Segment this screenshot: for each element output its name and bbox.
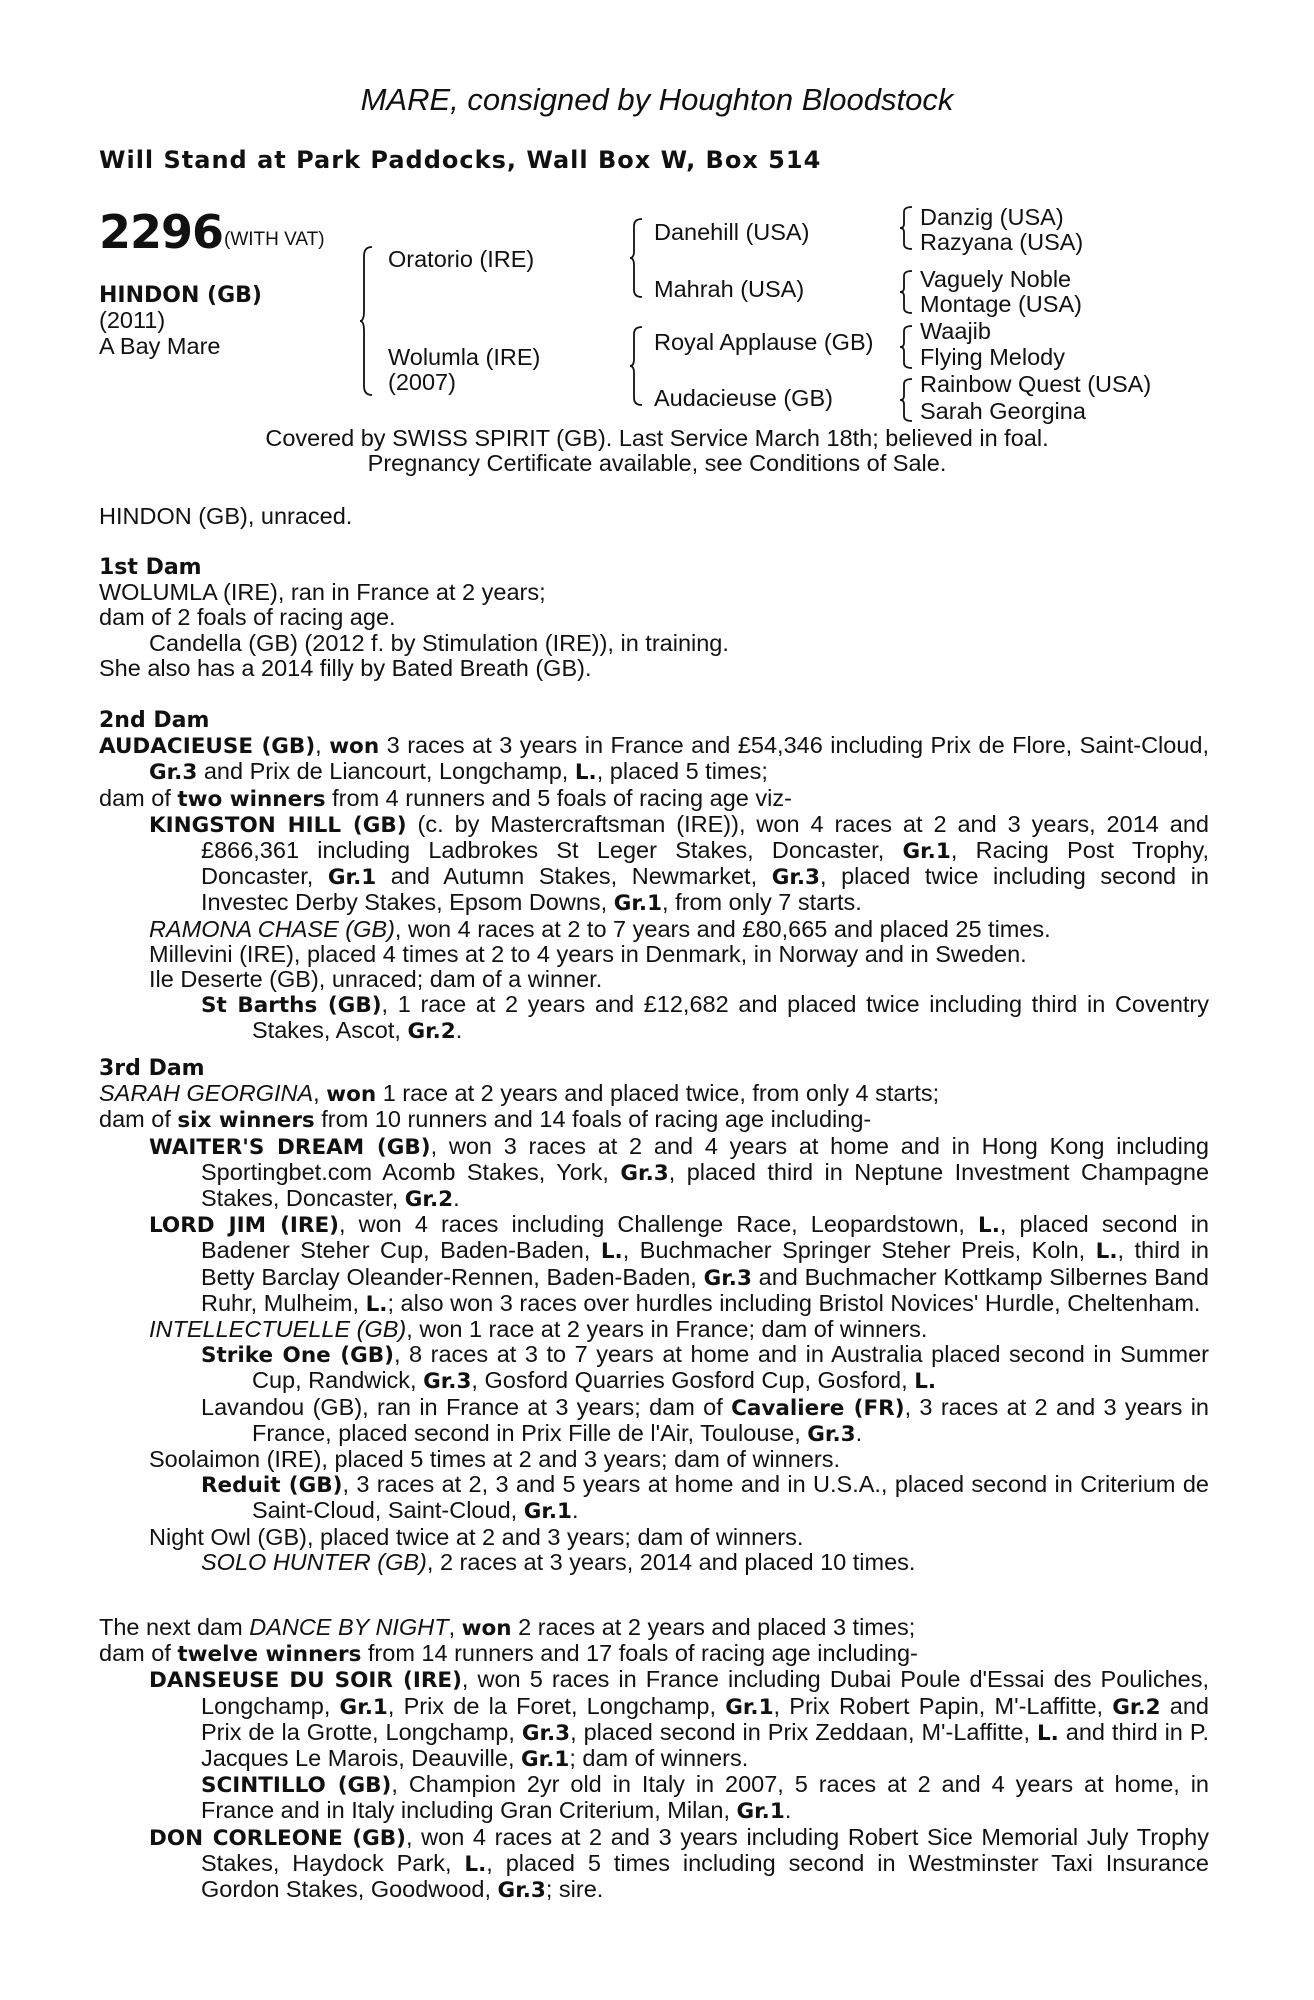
pedigree-sire-dam: Mahrah (USA) bbox=[654, 276, 805, 302]
covered-line-2: Pregnancy Certificate available, see Conditions of Sale. bbox=[367, 450, 947, 476]
pedigree-g7: Rainbow Quest (USA) bbox=[920, 371, 1152, 397]
horse-name: Strike One (GB) bbox=[201, 1343, 394, 1369]
g-bracket-2 bbox=[900, 270, 916, 314]
pedigree-sire-sire: Danehill (USA) bbox=[654, 219, 810, 245]
g-bracket-4 bbox=[900, 378, 916, 422]
horse-name: LORD JIM (IRE) bbox=[149, 1213, 339, 1239]
next-dam-produce: dam of twelve winners from 14 runners and 17 foals of racing age including- bbox=[99, 1640, 918, 1668]
third-dam-section bbox=[99, 1056, 1209, 1575]
covered-line-1: Covered by SWISS SPIRIT (GB). Last Service March 18th; believed in foal. bbox=[265, 425, 1049, 451]
lot-number: 2296 bbox=[99, 205, 224, 259]
horse-name: DON CORLEONE (GB) bbox=[149, 1825, 406, 1851]
horse-name: KINGSTON HILL (GB) bbox=[149, 812, 407, 838]
scintillo-entry: SCINTILLO (GB), Champion 2yr old in Italy in 2007, 5 races at 2 and 4 years at home, in France and in Italy including Gran Criterium, Milan, Gr.1. bbox=[201, 1771, 1210, 1825]
intellectuelle-entry: INTELLECTUELLE (GB), won 1 race at 2 years in France; dam of winners. bbox=[149, 1316, 928, 1343]
vat-note: (WITH VAT) bbox=[224, 229, 325, 250]
third-dam-produce: dam of six winners from 10 runners and 14 foals of racing age including- bbox=[99, 1106, 872, 1134]
danseuse-du-soir-entry: DANSEUSE DU SOIR (IRE), won 5 races in France including Dubai Poule d'Essai des Pouliches, Longchamp, Gr.1, Prix de la Foret, Longchamp, Gr.1, Prix Robert Papin, M'-Laffitte, Gr.2 and Prix de la Grotte, Longchamp, Gr.3, placed second in Prix Zeddaan, M'-Laffitte, L. and third in P. Jacques Le Marois, Deauville, Gr.1; dam of winners. bbox=[149, 1666, 1209, 1773]
first-dam-section bbox=[99, 555, 1209, 681]
pedigree-g4: Montage (USA) bbox=[920, 291, 1082, 317]
second-dam-section bbox=[99, 708, 1209, 1045]
dam-parents-bracket bbox=[630, 326, 650, 406]
pedigree-dam-sire: Royal Applause (GB) bbox=[654, 329, 874, 355]
horse-name: SCINTILLO (GB) bbox=[201, 1773, 392, 1799]
stand-location: Will Stand at Park Paddocks, Wall Box W, Box 514 bbox=[99, 146, 822, 174]
sarah-georgina-entry: SARAH GEORGINA, won 1 race at 2 years and placed twice, from only 4 starts; bbox=[99, 1080, 940, 1108]
strike-one-entry: Strike One (GB), 8 races at 3 to 7 years at home and in Australia placed second in Summer Cup, Randwick, Gr.3, Gosford Quarries Gosford Cup, Gosford, L. bbox=[201, 1341, 1209, 1395]
sire-dam-bracket bbox=[360, 246, 380, 396]
pedigree-g6: Flying Melody bbox=[920, 344, 1065, 370]
waiters-dream-entry: WAITER'S DREAM (GB), won 3 races at 2 and 4 years at home and in Hong Kong including Sportingbet.com Acomb Stakes, York, Gr.3, placed third in Neptune Investment Champagne Stakes, Doncaster, Gr.2. bbox=[149, 1132, 1210, 1213]
first-dam-heading: 1st Dam bbox=[99, 555, 202, 580]
first-dam-line-4: She also has a 2014 filly by Bated Breath (GB). bbox=[99, 654, 592, 681]
pedigree-dam: Wolumla (IRE) bbox=[388, 344, 541, 370]
horse-description: A Bay Mare bbox=[99, 333, 221, 359]
pedigree-g1: Danzig (USA) bbox=[920, 204, 1064, 230]
pedigree-g2: Razyana (USA) bbox=[920, 229, 1084, 255]
second-dam-heading: 2nd Dam bbox=[99, 708, 210, 733]
audacieuse-entry: AUDACIEUSE (GB), won 3 races at 3 years in France and £54,346 including Prix de Flore, Saint-Cloud, Gr.3 and Prix de Liancourt, Longchamp, L., placed 5 times; bbox=[99, 732, 1209, 786]
night-owl-entry: Night Owl (GB), placed twice at 2 and 3 years; dam of winners. bbox=[149, 1523, 804, 1550]
sire-parents-bracket bbox=[630, 218, 650, 298]
first-dam-line-1: WOLUMLA (IRE), ran in France at 2 years; bbox=[99, 579, 546, 606]
second-dam-produce: dam of two winners from 4 runners and 5 foals of racing age viz- bbox=[99, 784, 792, 812]
unraced-line: HINDON (GB), unraced. bbox=[99, 503, 353, 529]
kingston-hill-entry: KINGSTON HILL (GB) (c. by Mastercraftsman (IRE)), won 4 races at 2 and 3 years, 2014 and £866,361 including Ladbrokes St Leger Stakes, Doncaster, Gr.1, Racing Post Trophy, Doncaster, Gr.1 and Autumn Stakes, Newmarket, Gr.3, placed twice including second in Investec Derby Stakes, Epsom Downs, Gr.1, from only 7 starts. bbox=[149, 810, 1209, 917]
millevini-entry: Millevini (IRE), placed 4 times at 2 to 4 years in Denmark, in Norway and in Sweden. bbox=[149, 940, 1027, 967]
pedigree-g8: Sarah Georgina bbox=[920, 398, 1086, 424]
horse-name: Reduit (GB) bbox=[201, 1473, 343, 1499]
pedigree-g3: Vaguely Noble bbox=[920, 266, 1072, 292]
first-dam-line-2: dam of 2 foals of racing age. bbox=[99, 604, 396, 631]
soolaimon-entry: Soolaimon (IRE), placed 5 times at 2 and 3 years; dam of winners. bbox=[149, 1446, 840, 1473]
ile-deserte-entry: Ile Deserte (GB), unraced; dam of a winner. bbox=[149, 966, 603, 993]
pedigree-g5: Waajib bbox=[920, 318, 991, 344]
horse-name: DANSEUSE DU SOIR (IRE) bbox=[149, 1668, 462, 1694]
ramona-chase-entry: RAMONA CHASE (GB), won 4 races at 2 to 7 years and £80,665 and placed 25 times. bbox=[149, 915, 1051, 942]
horse-name: HINDON (GB) bbox=[99, 283, 262, 308]
horse-year: (2011) bbox=[99, 307, 166, 333]
horse-name: AUDACIEUSE (GB) bbox=[99, 734, 316, 760]
solo-hunter-entry: SOLO HUNTER (GB), 2 races at 3 years, 2014 and placed 10 times. bbox=[201, 1548, 916, 1575]
horse-name: WAITER'S DREAM (GB) bbox=[149, 1134, 431, 1160]
pedigree-dam-year: (2007) bbox=[388, 369, 456, 395]
st-barths-entry: St Barths (GB), 1 race at 2 years and £12,682 and placed twice including third in Coventry Stakes, Ascot, Gr.2. bbox=[201, 991, 1209, 1045]
lord-jim-entry: LORD JIM (IRE), won 4 races including Challenge Race, Leopardstown, L., placed second in Badener Steher Cup, Baden-Baden, L., Buchmacher Springer Steher Preis, Koln, L., third in Betty Barclay Oleander-Rennen, Baden-Baden, Gr.3 and Buchmacher Kottkamp Silbernes Band Ruhr, Mulheim, L.; also won 3 races over hurdles including Bristol Novices' Hurdle, Cheltenham. bbox=[149, 1211, 1209, 1317]
g-bracket-3 bbox=[900, 325, 916, 369]
dance-by-night-entry: The next dam DANCE BY NIGHT, won 2 races at 2 years and placed 3 times; bbox=[99, 1614, 916, 1641]
page-title: MARE, consigned by Houghton Bloodstock bbox=[360, 82, 954, 117]
pedigree-dam-dam: Audacieuse (GB) bbox=[654, 385, 833, 411]
don-corleone-entry: DON CORLEONE (GB), won 4 races at 2 and 3 years including Robert Sice Memorial July Trophy Stakes, Haydock Park, L., placed 5 times including second in Westminster Taxi Insurance Gordon Stakes, Goodwood, Gr.3; sire. bbox=[149, 1823, 1209, 1904]
pedigree-sire: Oratorio (IRE) bbox=[388, 246, 535, 272]
third-dam-heading: 3rd Dam bbox=[99, 1056, 205, 1081]
reduit-entry: Reduit (GB), 3 races at 2, 3 and 5 years at home and in U.S.A., placed second in Criterium de Saint-Cloud, Saint-Cloud, Gr.1. bbox=[201, 1471, 1209, 1525]
g-bracket-1 bbox=[900, 206, 916, 250]
lavandou-entry: Lavandou (GB), ran in France at 3 years; dam of Cavaliere (FR), 3 races at 2 and 3 years in France, placed second in Prix Fille de l'Air, Toulouse, Gr.3. bbox=[201, 1393, 1209, 1447]
horse-name: St Barths (GB) bbox=[201, 993, 382, 1019]
first-dam-line-3: Candella (GB) (2012 f. by Stimulation (IRE)), in training. bbox=[149, 629, 729, 656]
next-dam-section bbox=[99, 1615, 1209, 1903]
